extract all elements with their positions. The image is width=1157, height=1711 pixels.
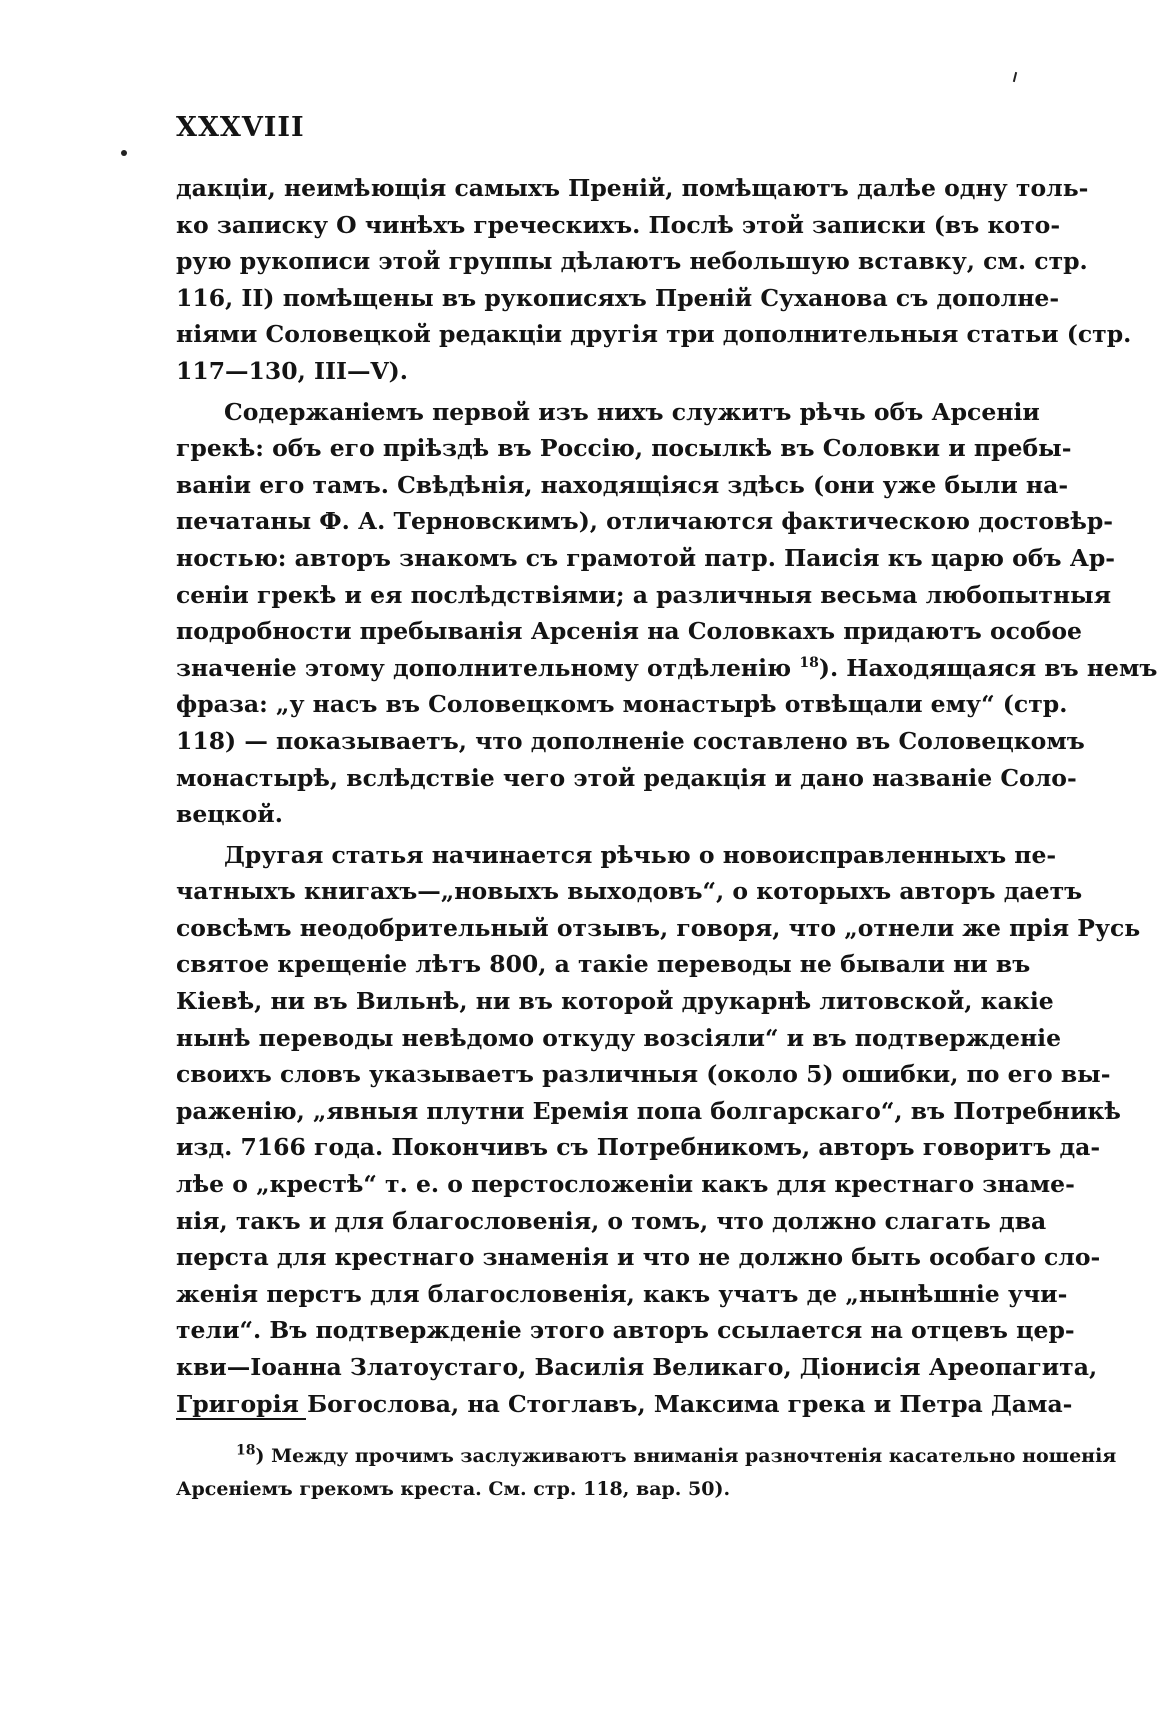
text-line: 118) — показываетъ, что дополненіе составлено въ Соловецкомъ	[176, 726, 1085, 755]
ink-tick-mark	[1013, 72, 1017, 82]
text-line: печатаны Ф. А. Терновскимъ), отличаются фактическою достовѣр-	[176, 507, 1114, 536]
text-line: раженію, „явныя плутни Еремія попа болгарскаго“, въ Потребникѣ	[176, 1096, 1121, 1125]
footnote-ref[interactable]: 18	[799, 654, 819, 671]
main-text	[176, 170, 1157, 1422]
text-line: подробности пребыванія Арсенія на Соловкахъ придаютъ особое	[176, 617, 1082, 646]
text-line: тели“. Въ подтвержденіе этого авторъ ссылается на отцевъ цер-	[176, 1316, 1075, 1345]
text-line: 117—130, III—V).	[176, 356, 408, 385]
text-line: лѣе о „крестѣ“ т. е. о перстосложеніи какъ для крестнаго знаме-	[176, 1170, 1075, 1199]
text-line: Кіевѣ, ни въ Вильнѣ, ни въ которой друкарнѣ литовской, какіе	[176, 987, 1054, 1016]
text-line: кви—Іоанна Златоустаго, Василія Великаго, Діонисія Ареопагита,	[176, 1353, 1098, 1381]
text-line: святое крещеніе лѣтъ 800, а такіе переводы не бывали ни въ	[176, 950, 1031, 979]
text-line: Содержаніемъ первой изъ нихъ служитъ рѣчь объ Арсеніи	[224, 397, 1040, 426]
text-line: изд. 7166 года. Покончивъ съ Потребникомъ, авторъ говоритъ да-	[176, 1133, 1101, 1162]
text-line: ніями Соловецкой редакціи другія три дополнительныя статьи (стр.	[176, 320, 1132, 349]
text-line: перста для крестнаго знаменія и что не должно быть особаго сло-	[176, 1243, 1101, 1272]
text-line: монастырѣ, вслѣдствіе чего этой редакція и дано названіе Соло-	[176, 763, 1077, 792]
text-line: своихъ словъ указываетъ различныя (около 5) ошибки, по его вы-	[176, 1060, 1111, 1089]
text-line: женія перстъ для благословенія, какъ учатъ де „нынѣшніе учи-	[176, 1279, 1068, 1308]
text-line: фраза: „у насъ въ Соловецкомъ монастырѣ отвѣщали ему“ (стр.	[176, 690, 1068, 719]
text-line: сеніи грекѣ и ея послѣдствіями; а различныя весьма любопытныя	[176, 580, 1112, 609]
text-line: нія, такъ и для благословенія, о томъ, что должно слагать два	[176, 1206, 1047, 1235]
text-line: дакціи, неимѣющія самыхъ Преній, помѣщаютъ далѣе одну толь-	[176, 174, 1089, 202]
text-line: ностью: авторъ знакомъ съ грамотой патр. Паисія къ царю объ Ар-	[176, 543, 1116, 572]
text-line: рую рукописи этой группы дѣлаютъ небольшую вставку, см. стр.	[176, 247, 1088, 276]
text-line: вецкой.	[176, 800, 283, 829]
footnote-text: ) Между прочимъ заслуживаютъ вниманія разночтенія касательно ношенія	[255, 1445, 1117, 1467]
text-line: ваніи его тамъ. Свѣдѣнія, находящіяся здѣсь (они уже были на-	[176, 470, 1069, 499]
text-line: грекѣ: объ его пріѣздѣ въ Россію, посылкѣ въ Соловки и пребы-	[176, 434, 1072, 463]
footnote-divider	[176, 1418, 306, 1420]
text-fragment: значеніе этому дополнительному отдѣленію	[176, 653, 792, 682]
text-line: Григорія Богослова, на Стоглавъ, Максима грека и Петра Дама-	[176, 1389, 1073, 1418]
text-line: ко записку О чинѣхъ греческихъ. Послѣ этой записки (въ кото-	[176, 210, 1061, 239]
text-line: чатныхъ книгахъ—„новыхъ выходовъ“, о которыхъ авторъ даетъ	[176, 877, 1083, 906]
footnote-line	[176, 1440, 1117, 1473]
page-number-roman: XXXVIII	[176, 112, 305, 143]
ink-dot-mark	[121, 150, 127, 156]
footnote-line: Арсеніемъ грекомъ креста. См. стр. 118, вар. 50).	[176, 1478, 731, 1500]
text-fragment: ). Находящаяся въ немъ	[818, 653, 1157, 682]
footnote-block	[176, 1440, 1117, 1506]
text-line: Другая статья начинается рѣчью о новоисправленныхъ пе-	[224, 840, 1057, 869]
text-line-with-footnote-ref	[176, 650, 1157, 687]
text-line: совсѣмъ неодобрительный отзывъ, говоря, что „отнели же прія Русь	[176, 913, 1141, 942]
text-line: нынѣ переводы невѣдомо откуду возсіяли“ и въ подтвержденіе	[176, 1023, 1062, 1052]
text-line: 116, II) помѣщены въ рукописяхъ Преній Суханова съ дополне-	[176, 283, 1060, 312]
footnote-number: 18	[236, 1442, 256, 1459]
